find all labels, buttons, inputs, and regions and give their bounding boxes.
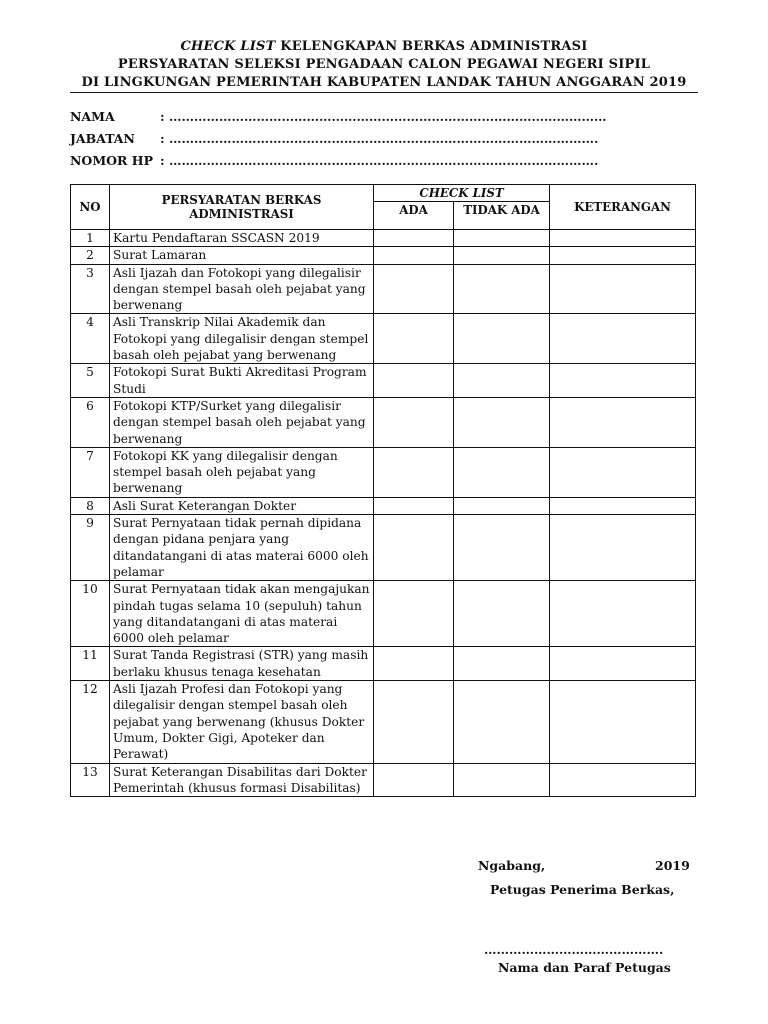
checklist-table xyxy=(70,184,696,797)
ada-cell[interactable] xyxy=(374,247,454,264)
ada-cell[interactable] xyxy=(374,763,454,797)
title-underline xyxy=(70,92,698,93)
tidak-ada-cell[interactable] xyxy=(454,364,550,398)
tidak-ada-cell[interactable] xyxy=(454,581,550,647)
row-number: 11 xyxy=(71,647,110,681)
row-number: 3 xyxy=(71,264,110,314)
identity-fill-line: : …………………………………………………………………………………………. xyxy=(160,131,599,146)
row-requirement: Surat Keterangan Disabilitas dari Dokter Pemerintah (khusus formasi Disabilitas) xyxy=(110,763,374,797)
keterangan-cell[interactable] xyxy=(550,230,696,247)
table-row xyxy=(71,763,696,797)
table-row xyxy=(71,447,696,497)
ada-cell[interactable] xyxy=(374,647,454,681)
keterangan-cell[interactable] xyxy=(550,314,696,364)
ada-cell[interactable] xyxy=(374,681,454,763)
table-row xyxy=(71,364,696,398)
row-number: 6 xyxy=(71,397,110,447)
tidak-ada-cell[interactable] xyxy=(454,497,550,514)
row-requirement: Asli Surat Keterangan Dokter xyxy=(110,497,374,514)
tidak-ada-cell[interactable] xyxy=(454,247,550,264)
tidak-ada-cell[interactable] xyxy=(454,230,550,247)
document-subtitle-2: DI LINGKUNGAN PEMERINTAH KABUPATEN LANDAK TAHUN ANGGARAN 2019 xyxy=(81,75,687,90)
tidak-ada-cell[interactable] xyxy=(454,515,550,581)
title-italic-part: CHECK LIST xyxy=(180,39,276,54)
keterangan-cell[interactable] xyxy=(550,647,696,681)
ada-cell[interactable] xyxy=(374,581,454,647)
header-keterangan: KETERANGAN xyxy=(550,185,696,230)
keterangan-cell[interactable] xyxy=(550,497,696,514)
keterangan-cell[interactable] xyxy=(550,364,696,398)
header-checklist: CHECK LIST xyxy=(374,185,550,202)
row-requirement: Surat Pernyataan tidak akan mengajukan pindah tugas selama 10 (sepuluh) tahun yang ditandatangani di atas materai 6000 oleh pelamar xyxy=(110,581,374,647)
tidak-ada-cell[interactable] xyxy=(454,763,550,797)
keterangan-cell[interactable] xyxy=(550,447,696,497)
identity-fill-line: : …………………………………………………………………………………………… xyxy=(160,109,607,124)
header-tidak-ada: TIDAK ADA xyxy=(454,202,550,230)
signature-caption: Nama dan Paraf Petugas xyxy=(498,960,671,975)
row-number: 4 xyxy=(71,314,110,364)
keterangan-cell[interactable] xyxy=(550,397,696,447)
table-row xyxy=(71,397,696,447)
row-requirement: Fotokopi Surat Bukti Akreditasi Program Studi xyxy=(110,364,374,398)
keterangan-cell[interactable] xyxy=(550,264,696,314)
row-requirement: Surat Pernyataan tidak pernah dipidana dengan pidana penjara yang ditandatangani di atas materai 6000 oleh pelamar xyxy=(110,515,374,581)
header-no: NO xyxy=(71,185,110,230)
keterangan-cell[interactable] xyxy=(550,515,696,581)
row-number: 12 xyxy=(71,681,110,763)
table-row xyxy=(71,681,696,763)
tidak-ada-cell[interactable] xyxy=(454,681,550,763)
ada-cell[interactable] xyxy=(374,515,454,581)
row-number: 10 xyxy=(71,581,110,647)
ada-cell[interactable] xyxy=(374,397,454,447)
row-number: 9 xyxy=(71,515,110,581)
row-requirement: Asli Ijazah Profesi dan Fotokopi yang dilegalisir dengan stempel basah oleh pejabat yang berwenang (khusus Dokter Umum, Dokter Gigi, Apoteker dan Perawat) xyxy=(110,681,374,763)
keterangan-cell[interactable] xyxy=(550,581,696,647)
document-title xyxy=(70,38,698,55)
keterangan-cell[interactable] xyxy=(550,247,696,264)
table-row xyxy=(71,515,696,581)
tidak-ada-cell[interactable] xyxy=(454,647,550,681)
header-ada: ADA xyxy=(374,202,454,230)
row-number: 2 xyxy=(71,247,110,264)
identity-row-jabatan xyxy=(70,131,690,149)
signature-year: 2019 xyxy=(655,858,690,873)
ada-cell[interactable] xyxy=(374,364,454,398)
row-number: 8 xyxy=(71,497,110,514)
table-row xyxy=(71,581,696,647)
table-row xyxy=(71,314,696,364)
ada-cell[interactable] xyxy=(374,447,454,497)
row-number: 5 xyxy=(71,364,110,398)
table-row xyxy=(71,264,696,314)
ada-cell[interactable] xyxy=(374,264,454,314)
row-number: 1 xyxy=(71,230,110,247)
tidak-ada-cell[interactable] xyxy=(454,397,550,447)
row-requirement: Surat Tanda Registrasi (STR) yang masih berlaku khusus tenaga kesehatan xyxy=(110,647,374,681)
row-requirement: Fotokopi KK yang dilegalisir dengan stempel basah oleh pejabat yang berwenang xyxy=(110,447,374,497)
identity-fill-line: : …………………………………………………………………………………………. xyxy=(160,153,599,168)
keterangan-cell[interactable] xyxy=(550,681,696,763)
title-main-part: KELENGKAPAN BERKAS ADMINISTRASI xyxy=(275,39,588,54)
header-requirement: PERSYARATAN BERKAS ADMINISTRASI xyxy=(110,185,374,230)
table-row xyxy=(71,230,696,247)
row-requirement: Kartu Pendaftaran SSCASN 2019 xyxy=(110,230,374,247)
ada-cell[interactable] xyxy=(374,230,454,247)
tidak-ada-cell[interactable] xyxy=(454,264,550,314)
row-number: 13 xyxy=(71,763,110,797)
signature-line: ……………………………………. xyxy=(484,942,664,957)
signature-role: Petugas Penerima Berkas, xyxy=(490,882,675,897)
identity-label: NOMOR HP xyxy=(70,153,153,168)
identity-row-nomor-hp xyxy=(70,153,690,171)
row-requirement: Asli Ijazah dan Fotokopi yang dilegalisir dengan stempel basah oleh pejabat yang berwenang xyxy=(110,264,374,314)
keterangan-cell[interactable] xyxy=(550,763,696,797)
tidak-ada-cell[interactable] xyxy=(454,447,550,497)
identity-row-nama xyxy=(70,109,690,127)
row-requirement: Surat Lamaran xyxy=(110,247,374,264)
tidak-ada-cell[interactable] xyxy=(454,314,550,364)
row-requirement: Asli Transkrip Nilai Akademik dan Fotokopi yang dilegalisir dengan stempel basah oleh pejabat yang berwenang xyxy=(110,314,374,364)
table-row xyxy=(71,647,696,681)
document-subtitle-1: PERSYARATAN SELEKSI PENGADAAN CALON PEGAWAI NEGERI SIPIL xyxy=(117,57,651,72)
row-requirement: Fotokopi KTP/Surket yang dilegalisir dengan stempel basah oleh pejabat yang berwenang xyxy=(110,397,374,447)
identity-label: NAMA xyxy=(70,109,115,124)
signature-place: Ngabang, xyxy=(478,858,546,873)
ada-cell[interactable] xyxy=(374,497,454,514)
table-row xyxy=(71,247,696,264)
row-number: 7 xyxy=(71,447,110,497)
ada-cell[interactable] xyxy=(374,314,454,364)
identity-label: JABATAN xyxy=(70,131,135,146)
table-row xyxy=(71,497,696,514)
